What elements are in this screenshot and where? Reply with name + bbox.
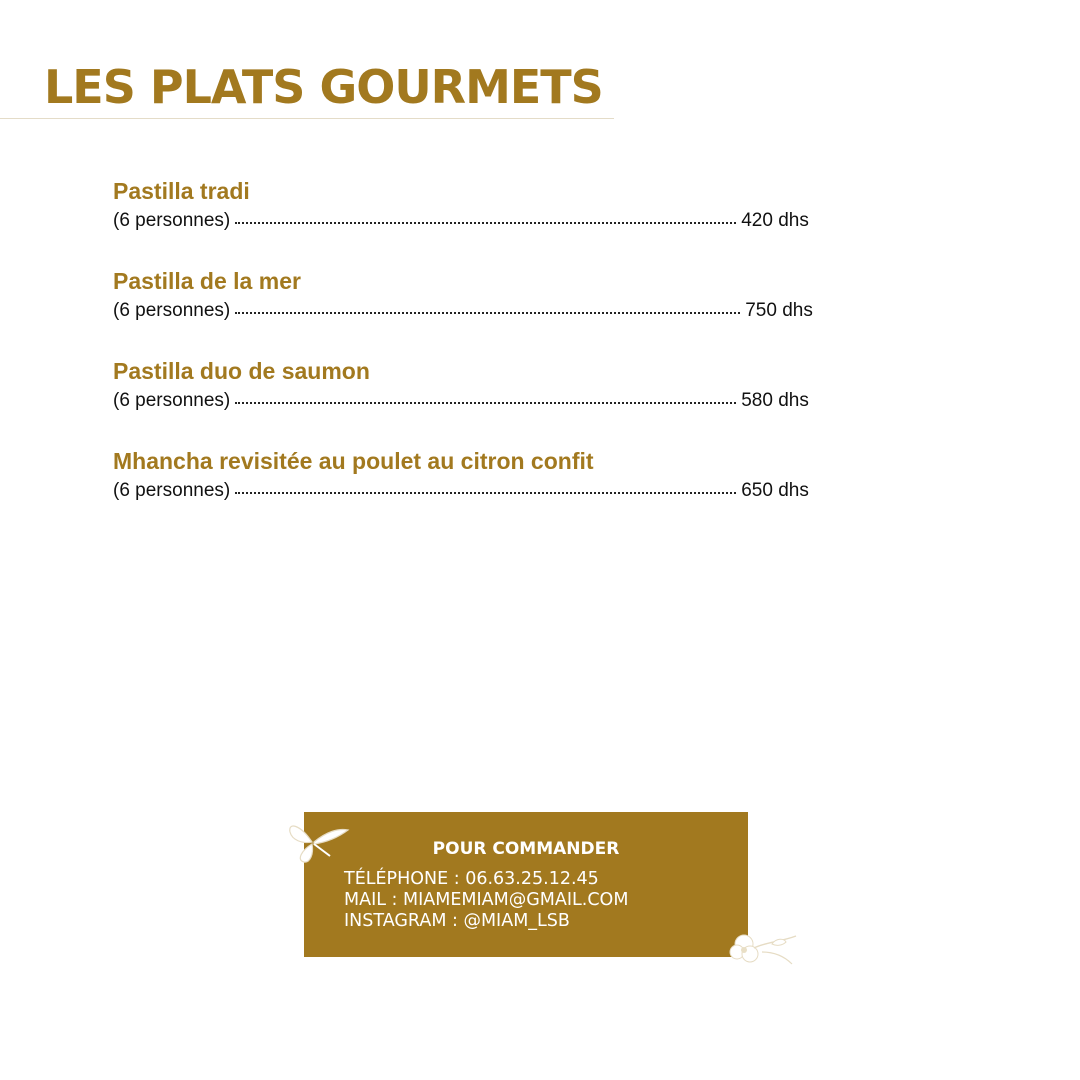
contact-details (344, 869, 628, 932)
menu-item (113, 446, 853, 536)
dish-price: 650 dhs (741, 480, 809, 501)
dish-portion: (6 personnes) (113, 300, 231, 321)
order-info-box (304, 812, 748, 957)
dish-detail-line (113, 389, 809, 413)
order-title: POUR COMMANDER (432, 839, 620, 859)
menu-item (113, 356, 853, 446)
dish-price: 580 dhs (741, 390, 809, 411)
menu-item (113, 176, 853, 266)
instagram-text: INSTAGRAM : @MIAM_LSB (344, 911, 570, 931)
title-divider (0, 118, 614, 119)
menu-list (113, 176, 853, 536)
dish-detail-line (113, 479, 809, 503)
dish-detail-line (113, 299, 813, 323)
dish-portion: (6 personnes) (113, 480, 231, 501)
dish-price: 750 dhs (745, 300, 813, 321)
dish-portion: (6 personnes) (113, 210, 231, 231)
dish-portion: (6 personnes) (113, 390, 231, 411)
phone-text: TÉLÉPHONE : 06.63.25.12.45 (344, 869, 599, 889)
dish-name: Pastilla duo de saumon (113, 358, 370, 384)
mail-text: MAIL : MIAMEMIAM@GMAIL.COM (344, 890, 629, 910)
dish-name: Pastilla de la mer (113, 268, 301, 294)
dish-name: Pastilla tradi (113, 178, 250, 204)
butterfly-icon (282, 816, 352, 866)
dot-leader (235, 492, 736, 494)
dish-detail-line (113, 209, 809, 233)
dot-leader (235, 312, 740, 314)
dot-leader (235, 402, 736, 404)
page-title: LES PLATS GOURMETS (44, 60, 603, 114)
flower-icon (728, 922, 802, 974)
menu-item (113, 266, 853, 356)
dish-price: 420 dhs (741, 210, 809, 231)
dish-name: Mhancha revisitée au poulet au citron confit (113, 448, 594, 474)
dot-leader (235, 222, 736, 224)
